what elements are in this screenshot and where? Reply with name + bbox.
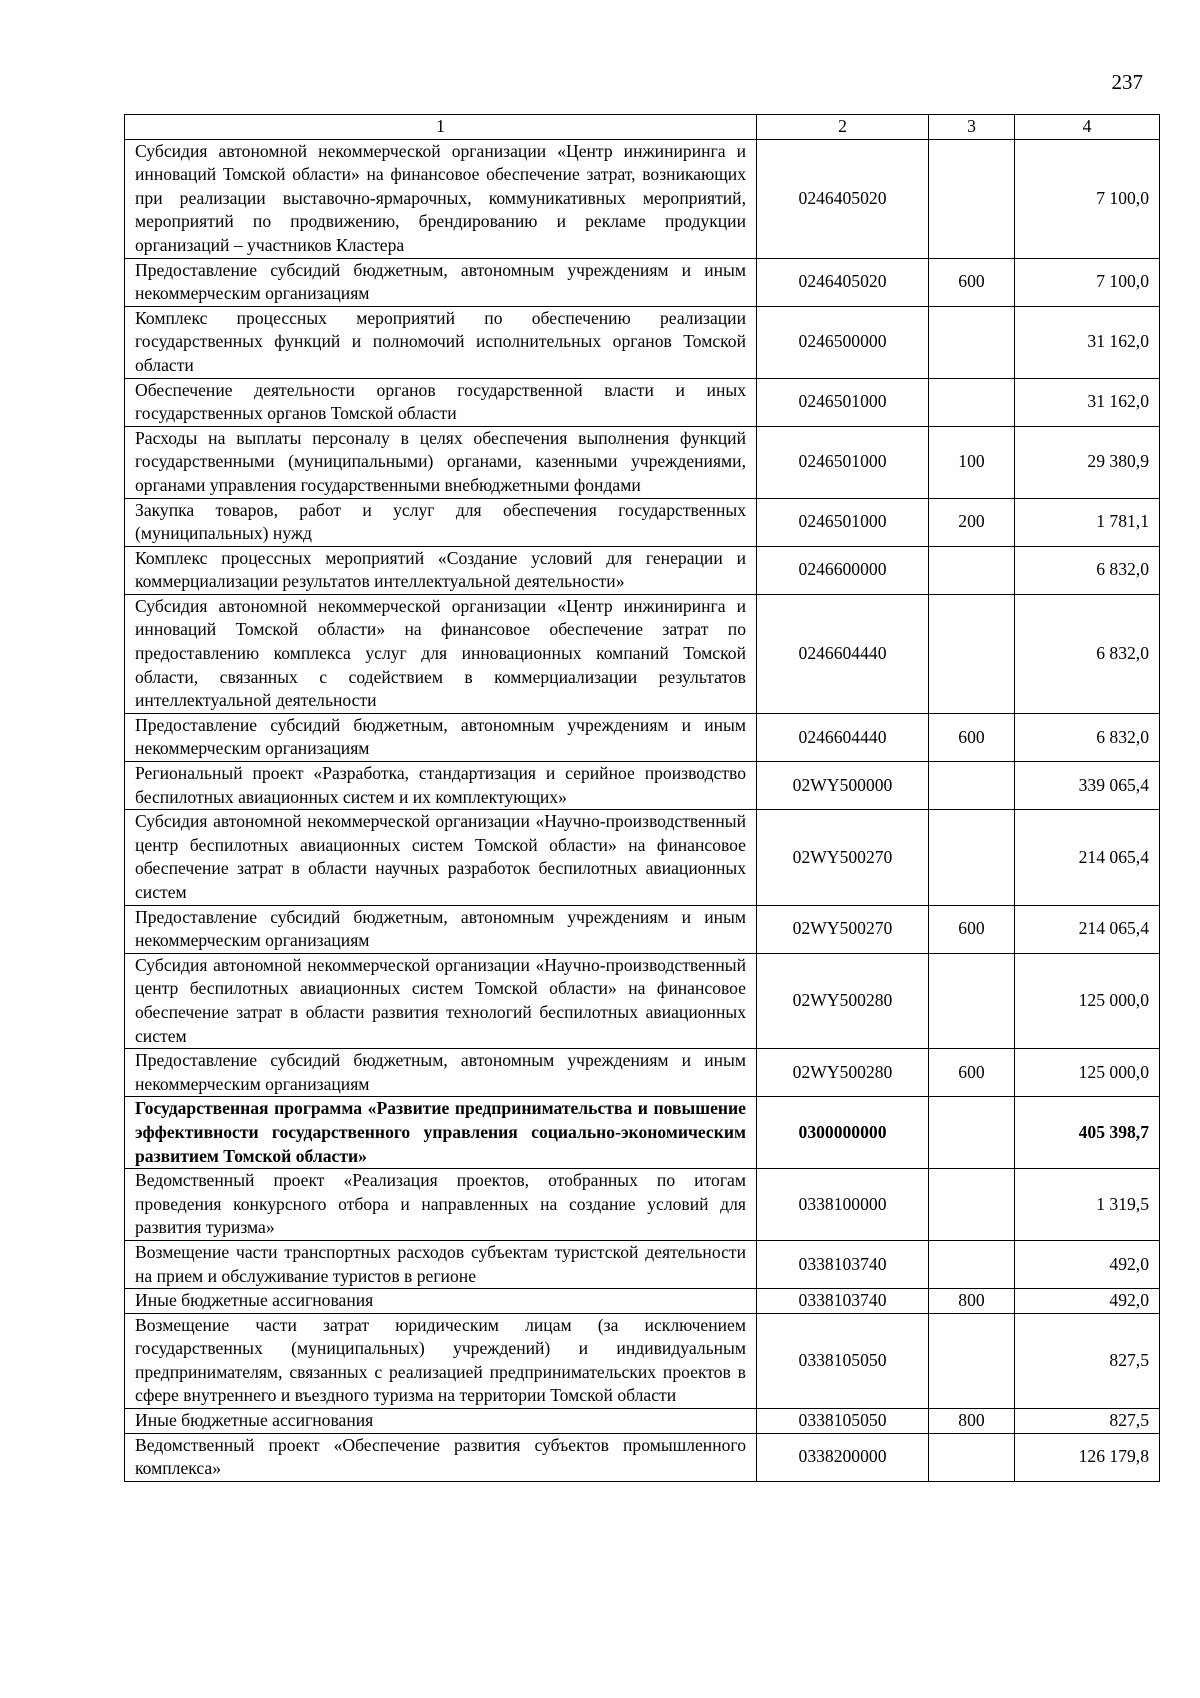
table-row bbox=[125, 1169, 1160, 1241]
table-row bbox=[125, 258, 1160, 306]
target-code-cell: 0246501000 bbox=[757, 426, 929, 498]
expense-type-cell bbox=[929, 306, 1015, 378]
expense-type-cell bbox=[929, 1433, 1015, 1481]
expense-name-cell: Субсидия автономной некоммерческой организации «Центр инжиниринга и инноваций Томской области» на финансовое обеспечение затрат, возникающих при реализации выставочно-ярмарочных, коммуникативных мероприятий, мероприятий по продвижению, брендированию и рекламе продукции организаций – участников Кластера bbox=[125, 139, 757, 258]
table-row bbox=[125, 378, 1160, 426]
target-code-cell: 0246604440 bbox=[757, 713, 929, 761]
expense-type-cell: 600 bbox=[929, 1049, 1015, 1097]
amount-cell: 6 832,0 bbox=[1015, 546, 1160, 594]
table-row bbox=[125, 1049, 1160, 1097]
expense-type-cell bbox=[929, 1097, 1015, 1169]
target-code-cell: 0338200000 bbox=[757, 1433, 929, 1481]
target-code-cell: 02WY500280 bbox=[757, 1049, 929, 1097]
amount-cell: 31 162,0 bbox=[1015, 378, 1160, 426]
header-row bbox=[125, 115, 1160, 140]
budget-table bbox=[124, 114, 1160, 1482]
expense-type-cell: 600 bbox=[929, 713, 1015, 761]
expense-type-cell bbox=[929, 810, 1015, 905]
table-row bbox=[125, 713, 1160, 761]
amount-cell: 214 065,4 bbox=[1015, 810, 1160, 905]
expense-type-cell bbox=[929, 953, 1015, 1048]
table-row bbox=[125, 1097, 1160, 1169]
amount-cell: 492,0 bbox=[1015, 1289, 1160, 1314]
amount-cell: 1 319,5 bbox=[1015, 1169, 1160, 1241]
header-col-1: 1 bbox=[125, 115, 757, 140]
amount-cell: 405 398,7 bbox=[1015, 1097, 1160, 1169]
target-code-cell: 02WY500000 bbox=[757, 762, 929, 810]
table-row bbox=[125, 1289, 1160, 1314]
table-row bbox=[125, 1313, 1160, 1408]
expense-type-cell bbox=[929, 378, 1015, 426]
table-row bbox=[125, 594, 1160, 713]
expense-name-cell: Расходы на выплаты персоналу в целях обеспечения выполнения функций государственными (муниципальными) органами, казенными учреждениями, органами управления государственными внебюджетными фондами bbox=[125, 426, 757, 498]
header-col-2: 2 bbox=[757, 115, 929, 140]
expense-name-cell: Закупка товаров, работ и услуг для обеспечения государственных (муниципальных) нужд bbox=[125, 498, 757, 546]
table-row bbox=[125, 139, 1160, 258]
expense-type-cell bbox=[929, 1240, 1015, 1288]
amount-cell: 125 000,0 bbox=[1015, 1049, 1160, 1097]
expense-type-cell: 100 bbox=[929, 426, 1015, 498]
amount-cell: 7 100,0 bbox=[1015, 139, 1160, 258]
amount-cell: 31 162,0 bbox=[1015, 306, 1160, 378]
expense-name-cell: Субсидия автономной некоммерческой организации «Центр инжиниринга и инноваций Томской области» на финансовое обеспечение затрат по предоставлению комплекса услуг для инновационных компаний Томской области, связанных с содействием в коммерциализации результатов интеллектуальной деятельности bbox=[125, 594, 757, 713]
amount-cell: 827,5 bbox=[1015, 1409, 1160, 1434]
table-row bbox=[125, 1409, 1160, 1434]
amount-cell: 125 000,0 bbox=[1015, 953, 1160, 1048]
table-row bbox=[125, 1433, 1160, 1481]
expense-name-cell: Предоставление субсидий бюджетным, автономным учреждениям и иным некоммерческим организациям bbox=[125, 1049, 757, 1097]
expense-type-cell: 600 bbox=[929, 905, 1015, 953]
expense-type-cell: 800 bbox=[929, 1409, 1015, 1434]
expense-name-cell: Комплекс процессных мероприятий «Создание условий для генерации и коммерциализации результатов интеллектуальной деятельности» bbox=[125, 546, 757, 594]
amount-cell: 6 832,0 bbox=[1015, 594, 1160, 713]
target-code-cell: 0246501000 bbox=[757, 498, 929, 546]
table-row bbox=[125, 1240, 1160, 1288]
expense-name-cell: Предоставление субсидий бюджетным, автономным учреждениям и иным некоммерческим организациям bbox=[125, 713, 757, 761]
table-row bbox=[125, 905, 1160, 953]
target-code-cell: 0246500000 bbox=[757, 306, 929, 378]
page-number: 237 bbox=[1111, 70, 1143, 94]
table-header bbox=[125, 115, 1160, 140]
amount-cell: 126 179,8 bbox=[1015, 1433, 1160, 1481]
expense-name-cell: Государственная программа «Развитие предпринимательства и повышение эффективности государственного управления социально-экономическим развитием Томской области» bbox=[125, 1097, 757, 1169]
amount-cell: 7 100,0 bbox=[1015, 258, 1160, 306]
target-code-cell: 0246604440 bbox=[757, 594, 929, 713]
table-row bbox=[125, 546, 1160, 594]
target-code-cell: 0338105050 bbox=[757, 1409, 929, 1434]
header-col-3: 3 bbox=[929, 115, 1015, 140]
expense-type-cell bbox=[929, 139, 1015, 258]
target-code-cell: 0300000000 bbox=[757, 1097, 929, 1169]
expense-name-cell: Ведомственный проект «Обеспечение развития субъектов промышленного комплекса» bbox=[125, 1433, 757, 1481]
header-col-4: 4 bbox=[1015, 115, 1160, 140]
amount-cell: 29 380,9 bbox=[1015, 426, 1160, 498]
amount-cell: 6 832,0 bbox=[1015, 713, 1160, 761]
expense-name-cell: Субсидия автономной некоммерческой организации «Научно-производственный центр беспилотных авиационных систем Томской области» на финансовое обеспечение затрат в области развития технологий беспилотных авиационных систем bbox=[125, 953, 757, 1048]
expense-name-cell: Субсидия автономной некоммерческой организации «Научно-производственный центр беспилотных авиационных систем Томской области» на финансовое обеспечение затрат в области научных разработок беспилотных авиационных систем bbox=[125, 810, 757, 905]
table-row bbox=[125, 953, 1160, 1048]
table-body bbox=[125, 139, 1160, 1481]
expense-type-cell bbox=[929, 546, 1015, 594]
table-row bbox=[125, 762, 1160, 810]
table-row bbox=[125, 810, 1160, 905]
target-code-cell: 0246600000 bbox=[757, 546, 929, 594]
target-code-cell: 0338100000 bbox=[757, 1169, 929, 1241]
expense-name-cell: Обеспечение деятельности органов государственной власти и иных государственных органов Томской области bbox=[125, 378, 757, 426]
table-row bbox=[125, 498, 1160, 546]
target-code-cell: 0338105050 bbox=[757, 1313, 929, 1408]
target-code-cell: 0246501000 bbox=[757, 378, 929, 426]
expense-name-cell: Возмещение части затрат юридическим лицам (за исключением государственных (муниципальных) учреждений) и индивидуальным предпринимателям, связанных с реализацией предпринимательских проектов в сфере внутреннего и въездного туризма на территории Томской области bbox=[125, 1313, 757, 1408]
amount-cell: 1 781,1 bbox=[1015, 498, 1160, 546]
target-code-cell: 02WY500270 bbox=[757, 810, 929, 905]
amount-cell: 339 065,4 bbox=[1015, 762, 1160, 810]
target-code-cell: 0338103740 bbox=[757, 1289, 929, 1314]
target-code-cell: 02WY500280 bbox=[757, 953, 929, 1048]
table-row bbox=[125, 426, 1160, 498]
expense-name-cell: Предоставление субсидий бюджетным, автономным учреждениям и иным некоммерческим организациям bbox=[125, 905, 757, 953]
expense-type-cell bbox=[929, 1313, 1015, 1408]
expense-name-cell: Комплекс процессных мероприятий по обеспечению реализации государственных функций и полномочий исполнительных органов Томской области bbox=[125, 306, 757, 378]
expense-name-cell: Ведомственный проект «Реализация проектов, отобранных по итогам проведения конкурсного отбора и направленных на создание условий для развития туризма» bbox=[125, 1169, 757, 1241]
target-code-cell: 0246405020 bbox=[757, 258, 929, 306]
expense-name-cell: Региональный проект «Разработка, стандартизация и серийное производство беспилотных авиационных систем и их комплектующих» bbox=[125, 762, 757, 810]
table-row bbox=[125, 306, 1160, 378]
expense-name-cell: Иные бюджетные ассигнования bbox=[125, 1289, 757, 1314]
amount-cell: 827,5 bbox=[1015, 1313, 1160, 1408]
amount-cell: 214 065,4 bbox=[1015, 905, 1160, 953]
expense-type-cell bbox=[929, 762, 1015, 810]
expense-name-cell: Предоставление субсидий бюджетным, автономным учреждениям и иным некоммерческим организациям bbox=[125, 258, 757, 306]
expense-type-cell bbox=[929, 1169, 1015, 1241]
expense-type-cell: 200 bbox=[929, 498, 1015, 546]
target-code-cell: 02WY500270 bbox=[757, 905, 929, 953]
expense-name-cell: Возмещение части транспортных расходов субъектам туристской деятельности на прием и обслуживание туристов в регионе bbox=[125, 1240, 757, 1288]
target-code-cell: 0246405020 bbox=[757, 139, 929, 258]
expense-name-cell: Иные бюджетные ассигнования bbox=[125, 1409, 757, 1434]
expense-type-cell: 600 bbox=[929, 258, 1015, 306]
target-code-cell: 0338103740 bbox=[757, 1240, 929, 1288]
expense-type-cell bbox=[929, 594, 1015, 713]
expense-type-cell: 800 bbox=[929, 1289, 1015, 1314]
amount-cell: 492,0 bbox=[1015, 1240, 1160, 1288]
